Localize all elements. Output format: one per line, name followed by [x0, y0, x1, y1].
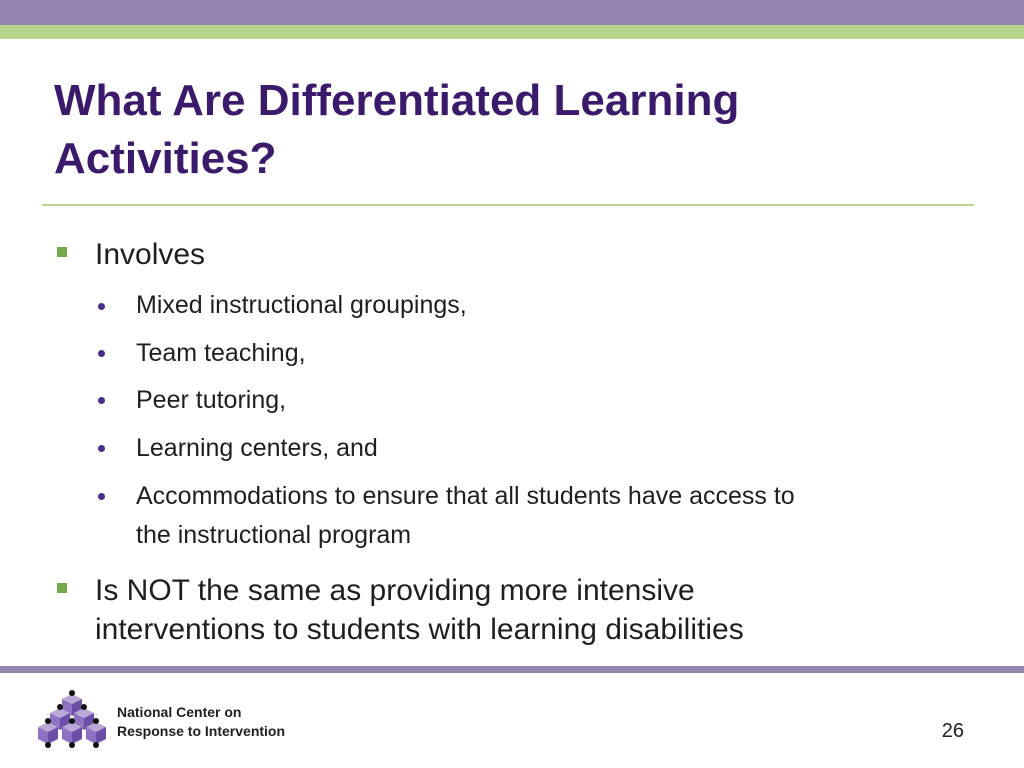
organization-name [117, 703, 285, 741]
square-bullet-icon [57, 583, 67, 593]
stacked-cubes-logo-icon [38, 690, 106, 752]
organization-name-line-2: Response to Intervention [117, 723, 286, 739]
sub-bullet-accommodations: Accommodations to ensure that all students have access to [136, 482, 795, 510]
bullet-involves: Involves [95, 238, 206, 271]
bullet-is-not-line-1: Is NOT the same as providing more intensive [95, 574, 695, 607]
sub-bullet-peer-tutoring: Peer tutoring, [136, 386, 287, 414]
square-bullet-icon [57, 247, 67, 257]
sub-bullet-team-teaching: Team teaching, [136, 339, 306, 367]
round-bullet-icon [98, 350, 105, 357]
page-number: 26 [941, 720, 964, 742]
slide-title-line-1: What Are Differentiated Learning [54, 76, 740, 125]
round-bullet-icon [98, 303, 105, 310]
round-bullet-icon [98, 397, 105, 404]
bullet-is-not-line-2: interventions to students with learning disabilities [95, 613, 744, 646]
round-bullet-icon [98, 493, 105, 500]
slide-title-line-2: Activities? [54, 134, 277, 183]
sub-bullet-mixed-groupings: Mixed instructional groupings, [136, 291, 467, 319]
sub-bullet-accommodations-continued: the instructional program [136, 521, 412, 549]
bottom-purple-band [0, 666, 1024, 673]
round-bullet-icon [98, 445, 105, 452]
sub-bullet-learning-centers: Learning centers, and [136, 434, 378, 462]
organization-name-line-1: National Center on [117, 704, 242, 720]
